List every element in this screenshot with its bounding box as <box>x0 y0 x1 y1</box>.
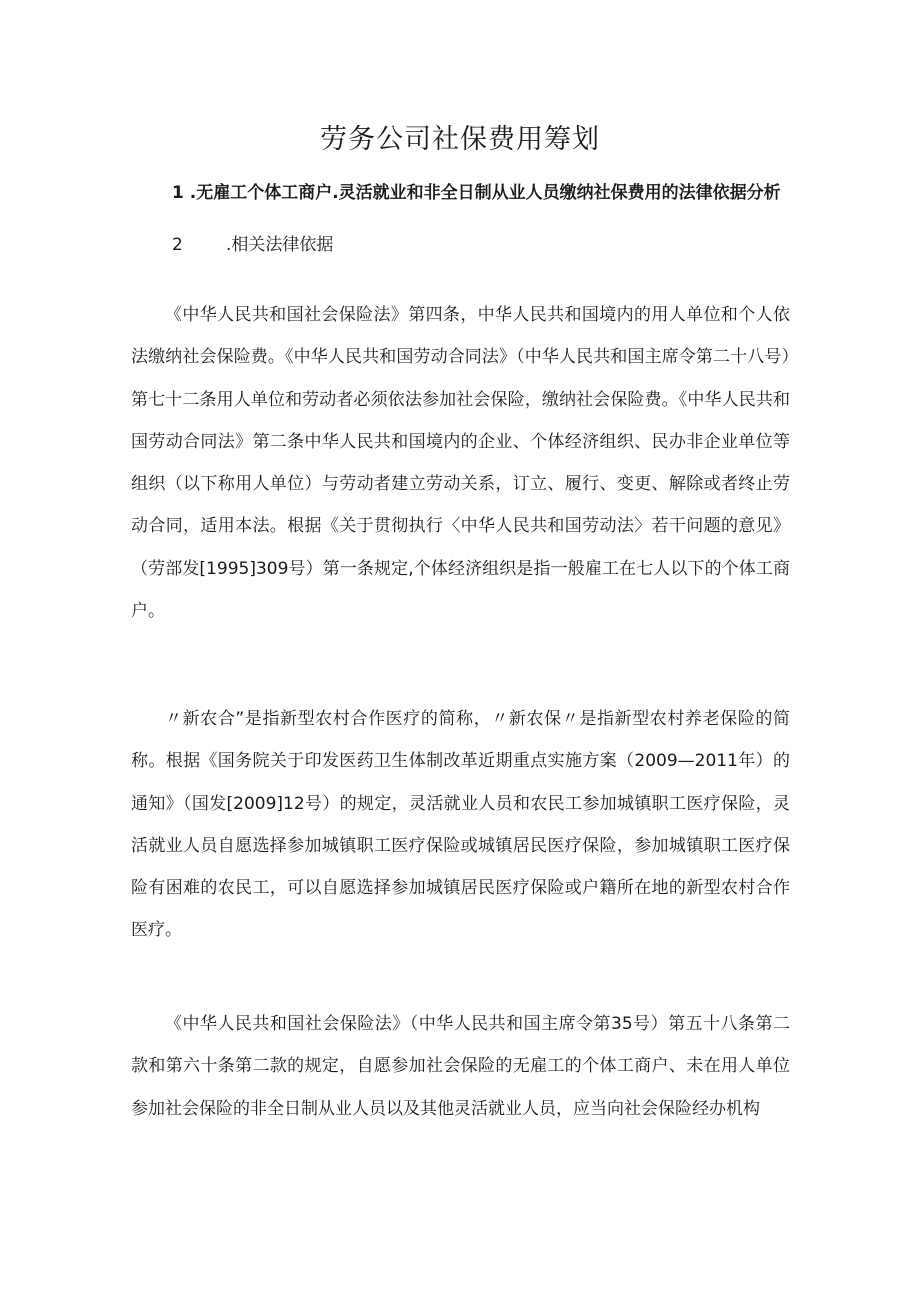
body-paragraph-3: 《中华人民共和国社会保险法》（中华人民共和国主席令第35号）第五十八条第二款和第六十条第二款的规定，自愿参加社会保险的无雇工的个体工商户、未在用人单位参加社会保险的非全日制从业人员以及其他灵活就业人员，应当向社会保险经办机构 <box>131 1014 790 1119</box>
body-paragraph-1: 《中华人民共和国社会保险法》第四条，中华人民共和国境内的用人单位和个人依法缴纳社会保险费。《中华人民共和国劳动合同法》（中华人民共和国主席令第二十八号）第七十二条用人单位和劳动者必须依法参加社会保险，缴纳社会保险费。《中华人民共和国劳动合同法》第二条中华人民共和国境内的企业、个体经济组织、民办非企业单位等组织（以下称用人单位）与劳动者建立劳动关系，订立、履行、变更、解除或者终止劳动合同，适用本法。根据《关于贯彻执行〈中华人民共和国劳动法〉若干问题的意见》（劳部发[1995]309号）第一条规定,个体经济组织是指一般雇工在七人以下的个体工商户。 <box>131 305 790 622</box>
section-heading-2-number: 2 <box>172 235 183 255</box>
document-title: 劳务公司社保费用筹划 <box>320 124 600 155</box>
body-paragraph-2: 〃新农合”是指新型农村合作医疗的简称，〃新农保〃是指新型农村养老保险的简称。根据《国务院关于印发医药卫生体制改革近期重点实施方案（2009—2011年）的通知》（国发[2009]12号）的规定，灵活就业人员和农民工参加城镇职工医疗保险，灵活就业人员自愿选择参加城镇职工医疗保险或城镇居民医疗保险，参加城镇职工医疗保险有困难的农民工，可以自愿选择参加城镇居民医疗保险或户籍所在地的新型农村合作医疗。 <box>131 709 790 941</box>
section-heading-2 <box>172 230 333 260</box>
section-heading-1: 1 .无雇工个体工商户.灵活就业和非全日制从业人员缴纳社保费用的法律依据分析 <box>172 183 781 203</box>
section-heading-2-text: .相关法律依据 <box>226 235 334 255</box>
